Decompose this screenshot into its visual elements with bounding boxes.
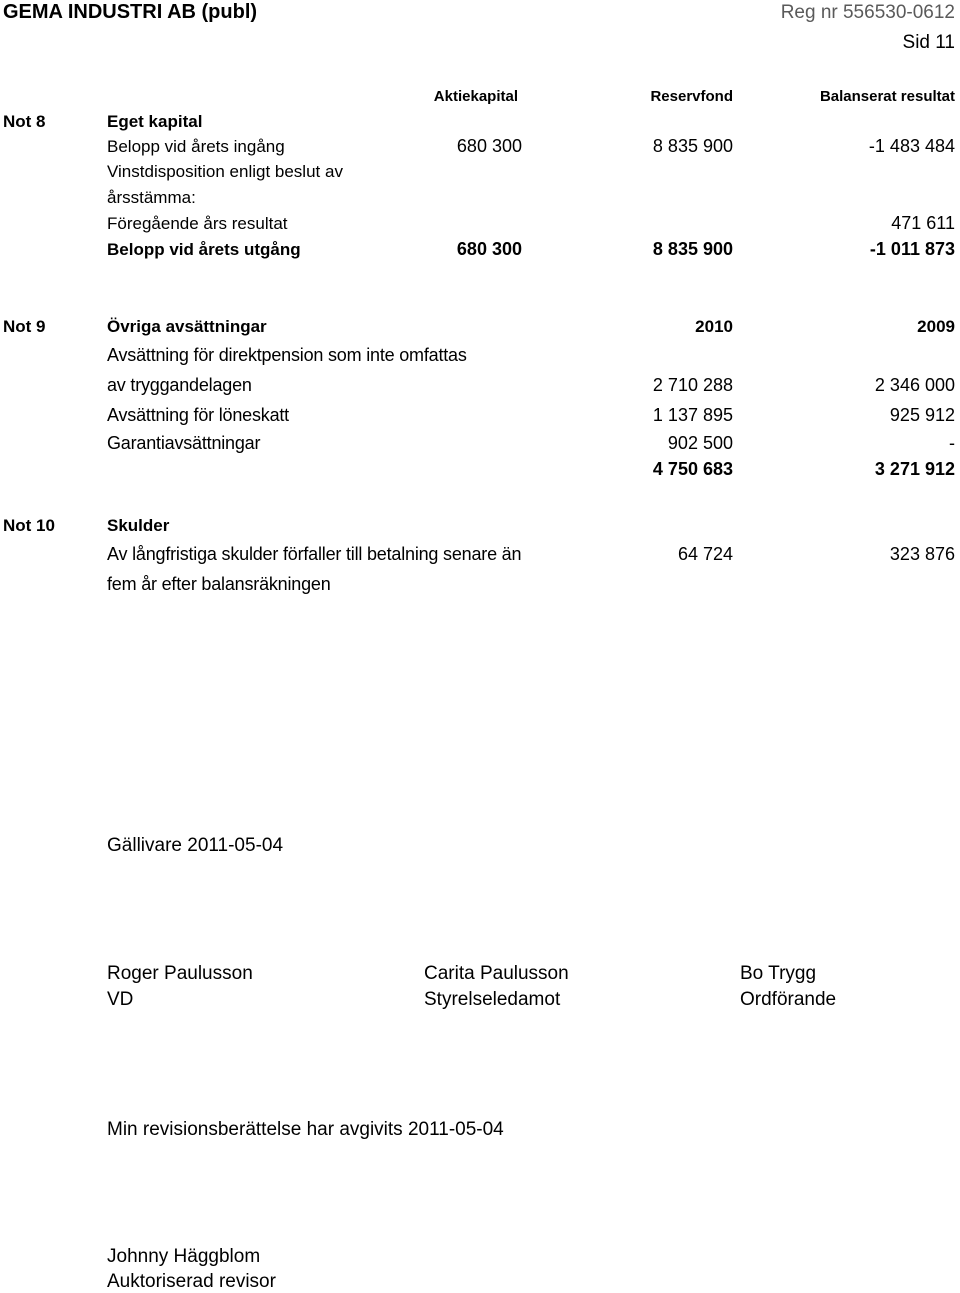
column-header-2009: 2009 (917, 317, 955, 336)
auditor-name: Johnny Häggblom (107, 1246, 261, 1267)
page-number: Sid 11 (902, 32, 955, 53)
cell-value: 2 710 288 (652, 375, 733, 395)
row-label: Avsättning för löneskatt (107, 405, 289, 425)
signatory-role: VD (107, 989, 134, 1010)
section-title-eget-kapital: Eget kapital (107, 112, 203, 131)
row-label: fem år efter balansräkningen (107, 574, 331, 594)
cell-value: 8 835 900 (652, 136, 733, 156)
cell-value: 64 724 (677, 544, 733, 564)
registration-number: Reg nr 556530-0612 (780, 2, 955, 23)
signatory-role: Ordförande (740, 989, 837, 1010)
total-value: 3 271 912 (874, 459, 955, 479)
signatory-name: Bo Trygg (740, 963, 817, 984)
cell-value: 2 346 000 (874, 375, 955, 395)
row-label: Belopp vid årets utgång (107, 240, 301, 259)
note-number-9: Not 9 (3, 317, 46, 336)
cell-value: 902 500 (667, 433, 733, 453)
cell-value: 323 876 (889, 544, 955, 564)
cell-value: 471 611 (891, 213, 955, 233)
row-label: Avsättning för direktpension som inte omfattas (107, 345, 467, 365)
signatory-name: Carita Paulusson (424, 963, 569, 984)
note-number-8: Not 8 (3, 112, 46, 131)
section-title-ovriga-avsattningar: Övriga avsättningar (107, 317, 267, 336)
cell-value: 8 835 900 (652, 239, 733, 259)
cell-value: -1 011 873 (869, 239, 955, 259)
signatory-role: Styrelseledamot (424, 989, 561, 1010)
row-label: årsstämma: (107, 188, 196, 207)
company-name: GEMA INDUSTRI AB (publ) (3, 1, 258, 23)
cell-value: 1 137 895 (652, 405, 733, 425)
column-header-2010: 2010 (695, 317, 733, 336)
place-date: Gällivare 2011-05-04 (107, 835, 284, 856)
column-header-aktiekapital: Aktiekapital (433, 88, 518, 105)
section-title-skulder: Skulder (107, 516, 170, 535)
signatory-name: Roger Paulusson (107, 963, 253, 984)
row-label: Vinstdisposition enligt beslut av (107, 162, 343, 181)
cell-value: - (949, 433, 955, 453)
audit-statement: Min revisionsberättelse har avgivits 2011-05-04 (107, 1119, 504, 1140)
cell-value: -1 483 484 (868, 136, 955, 156)
row-label: Garantiavsättningar (107, 433, 261, 453)
cell-value: 680 300 (456, 136, 522, 156)
cell-value: 925 912 (889, 405, 955, 425)
row-label: Av långfristiga skulder förfaller till betalning senare än (107, 544, 522, 564)
total-value: 4 750 683 (652, 459, 733, 479)
cell-value: 680 300 (456, 239, 522, 259)
auditor-title: Auktoriserad revisor (107, 1271, 276, 1292)
note-number-10: Not 10 (3, 516, 55, 535)
row-label: Föregående års resultat (107, 214, 288, 233)
row-label: av tryggandelagen (107, 375, 252, 395)
column-header-balanserat-resultat: Balanserat resultat (819, 88, 955, 105)
column-header-reservfond: Reservfond (650, 88, 733, 105)
row-label: Belopp vid årets ingång (107, 137, 285, 156)
